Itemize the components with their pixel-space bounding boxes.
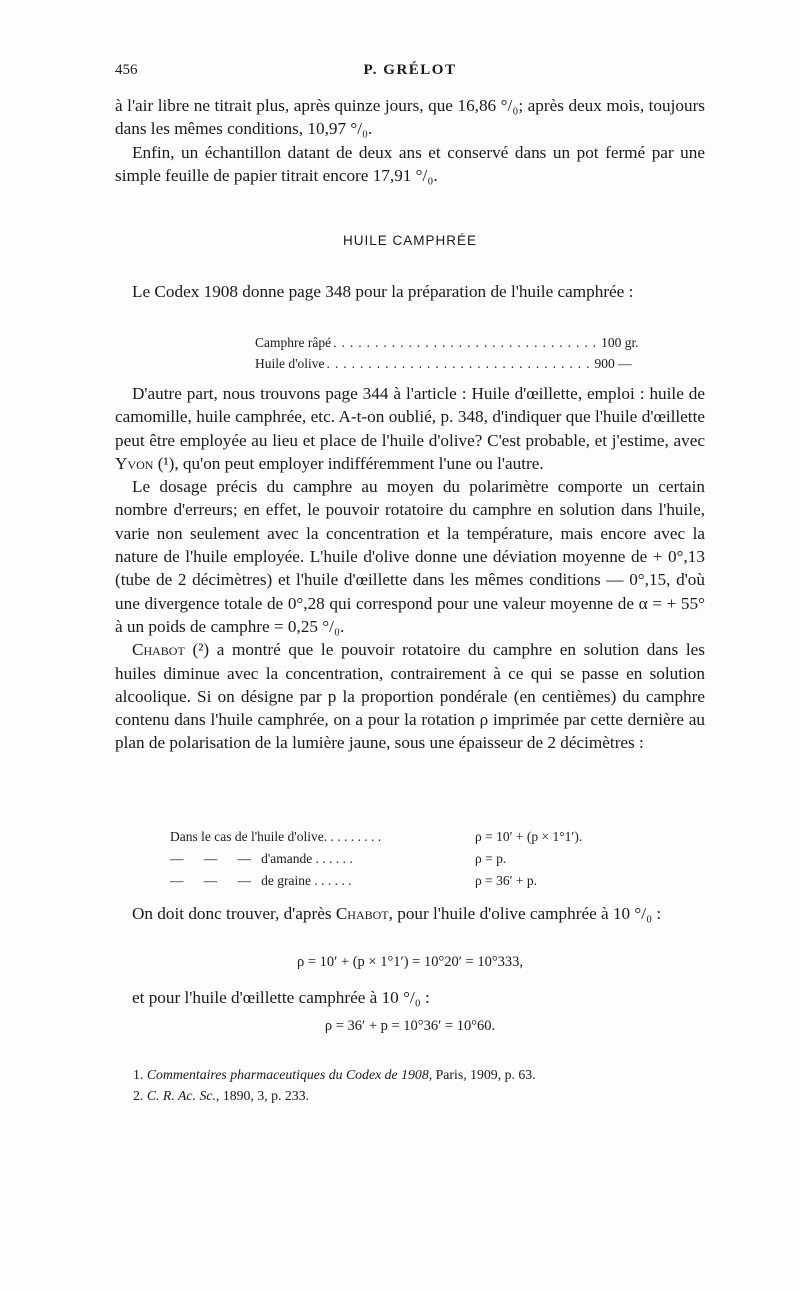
- footnote: [115, 1085, 705, 1106]
- equation-olive: ρ = 10′ + (p × 1°1′) = 10°20′ = 10°333,: [296, 954, 524, 970]
- ingredient-row: [255, 332, 639, 353]
- section-title: HUILE CAMPHRÉE: [342, 233, 478, 248]
- conclusion-block-1: [115, 902, 705, 925]
- footnote: [115, 1064, 705, 1085]
- footnote-title: Commentaires pharmaceutiques du Codex de 1908: [146, 1067, 429, 1082]
- case-label: — — — d'amande . . . . . .: [170, 851, 353, 866]
- case-formula: ρ = p.: [475, 851, 507, 866]
- footnotes: [115, 1064, 705, 1106]
- intro-block: [115, 94, 705, 187]
- conclusion-block-2: [115, 986, 705, 1009]
- ingredient-quantity: 100 gr.: [601, 335, 639, 350]
- dot-leader: ................................: [333, 335, 602, 350]
- intro-paragraph-1: à l'air libre ne titrait plus, après quinze jours, que 16,86 °/₀; après deux mois, toujours dans les mêmes conditions, 10,97 °/₀.: [115, 96, 705, 139]
- footnote-number: 1.: [133, 1067, 144, 1082]
- conclusion-text-a: On doit donc trouver, d'après: [132, 904, 336, 923]
- paragraph-oeillette: [115, 382, 705, 475]
- case-label: — — — de graine . . . . . .: [170, 873, 352, 888]
- paragraph-chabot-text: (²) a montré que le pouvoir rotatoire du camphre en solution dans les huiles diminue avec la concentration, contrairement à ce qui se passe en solution alcoolique. Si on désigne par p la proportion pondérale (en centièmes) du camphre contenu dans l'huile camphrée, on a pour la rotation ρ imprimée par cette dernière au plan de polarisation de la lumière jaune, sous une épaisseur de 2 décimètres :: [115, 640, 705, 753]
- paragraph-oeillette-text-b: (¹), qu'on peut employer indifféremment l'une ou l'autre.: [153, 453, 544, 473]
- page-number: 456: [115, 62, 138, 78]
- conclusion-paragraph-1: [115, 902, 705, 925]
- ingredient-list: [255, 332, 639, 374]
- intro-paragraph-2: Enfin, un échantillon datant de deux ans et conservé dans un pot fermé par une simple feuille de papier titrait encore 17,91 °/₀.: [115, 142, 705, 185]
- paragraph-polarimeter: Le dosage précis du camphre au moyen du polarimètre comporte un certain nombre d'erreurs; en effet, le pouvoir rotatoire du camphre en solution dans l'huile, varie non seulement avec la concentration et la température, mais encore avec la nature de l'huile employée. L'huile d'olive donne une déviation moyenne de + 0°,13 (tube de 2 décimètres) et l'huile d'œillette dans les mêmes conditions — 0°,15, d'où une divergence totale de 0°,28 qui correspond pour une valeur moyenne de α = + 55° à un poids de camphre = 0,25 °/₀.: [115, 477, 705, 636]
- footnote-title: C. R. Ac. Sc.: [146, 1088, 216, 1103]
- case-formula: ρ = 36′ + p.: [475, 873, 538, 888]
- case-row: [170, 826, 690, 848]
- case-row: [170, 848, 690, 870]
- case-row: [170, 870, 690, 892]
- paragraph-oeillette-text-a: D'autre part, nous trouvons page 344 à l'article : Huile d'œillette, emploi : huile de camomille, huile camphrée, etc. A-t-on oublié, p. 348, d'indiquer que l'huile d'œillette peut être employée au lieu et place de l'huile d'olive? C'est probable, et j'estime, avec: [115, 384, 705, 450]
- formula-cases: [170, 826, 690, 892]
- ingredient-name: Camphre râpé: [255, 335, 332, 350]
- codex-paragraph: Le Codex 1908 donne page 348 pour la préparation de l'huile camphrée :: [132, 282, 634, 301]
- dot-leader: ................................: [326, 356, 595, 371]
- author-chabot: Chabot: [132, 640, 185, 660]
- conclusion-text-b: , pour l'huile d'olive camphrée à 10 °/₀ :: [388, 904, 662, 923]
- author-yvon: Yvon: [115, 453, 154, 473]
- running-head: P. GRÉLOT: [363, 62, 457, 78]
- author-chabot-2: Chabot: [335, 904, 389, 923]
- body-block: [115, 382, 705, 755]
- case-formula: ρ = 10′ + (p × 1°1′).: [475, 829, 583, 844]
- page-header: [115, 62, 705, 88]
- case-label: Dans le cas de l'huile d'olive. . . . . . . . .: [170, 829, 382, 844]
- ingredient-row: [255, 353, 632, 374]
- footnote-number: 2.: [133, 1088, 144, 1103]
- ingredient-name: Huile d'olive: [255, 356, 325, 371]
- conclusion-paragraph-2: et pour l'huile d'œillette camphrée à 10 °/₀ :: [132, 988, 430, 1007]
- footnote-rest: , Paris, 1909, p. 63.: [428, 1067, 536, 1082]
- footnote-rest: , 1890, 3, p. 233.: [215, 1088, 310, 1103]
- ingredient-quantity: 900 —: [594, 356, 632, 371]
- codex-block: [115, 280, 705, 303]
- equation-oeillette: ρ = 36′ + p = 10°36′ = 10°60.: [324, 1018, 496, 1034]
- paragraph-chabot: [115, 638, 705, 754]
